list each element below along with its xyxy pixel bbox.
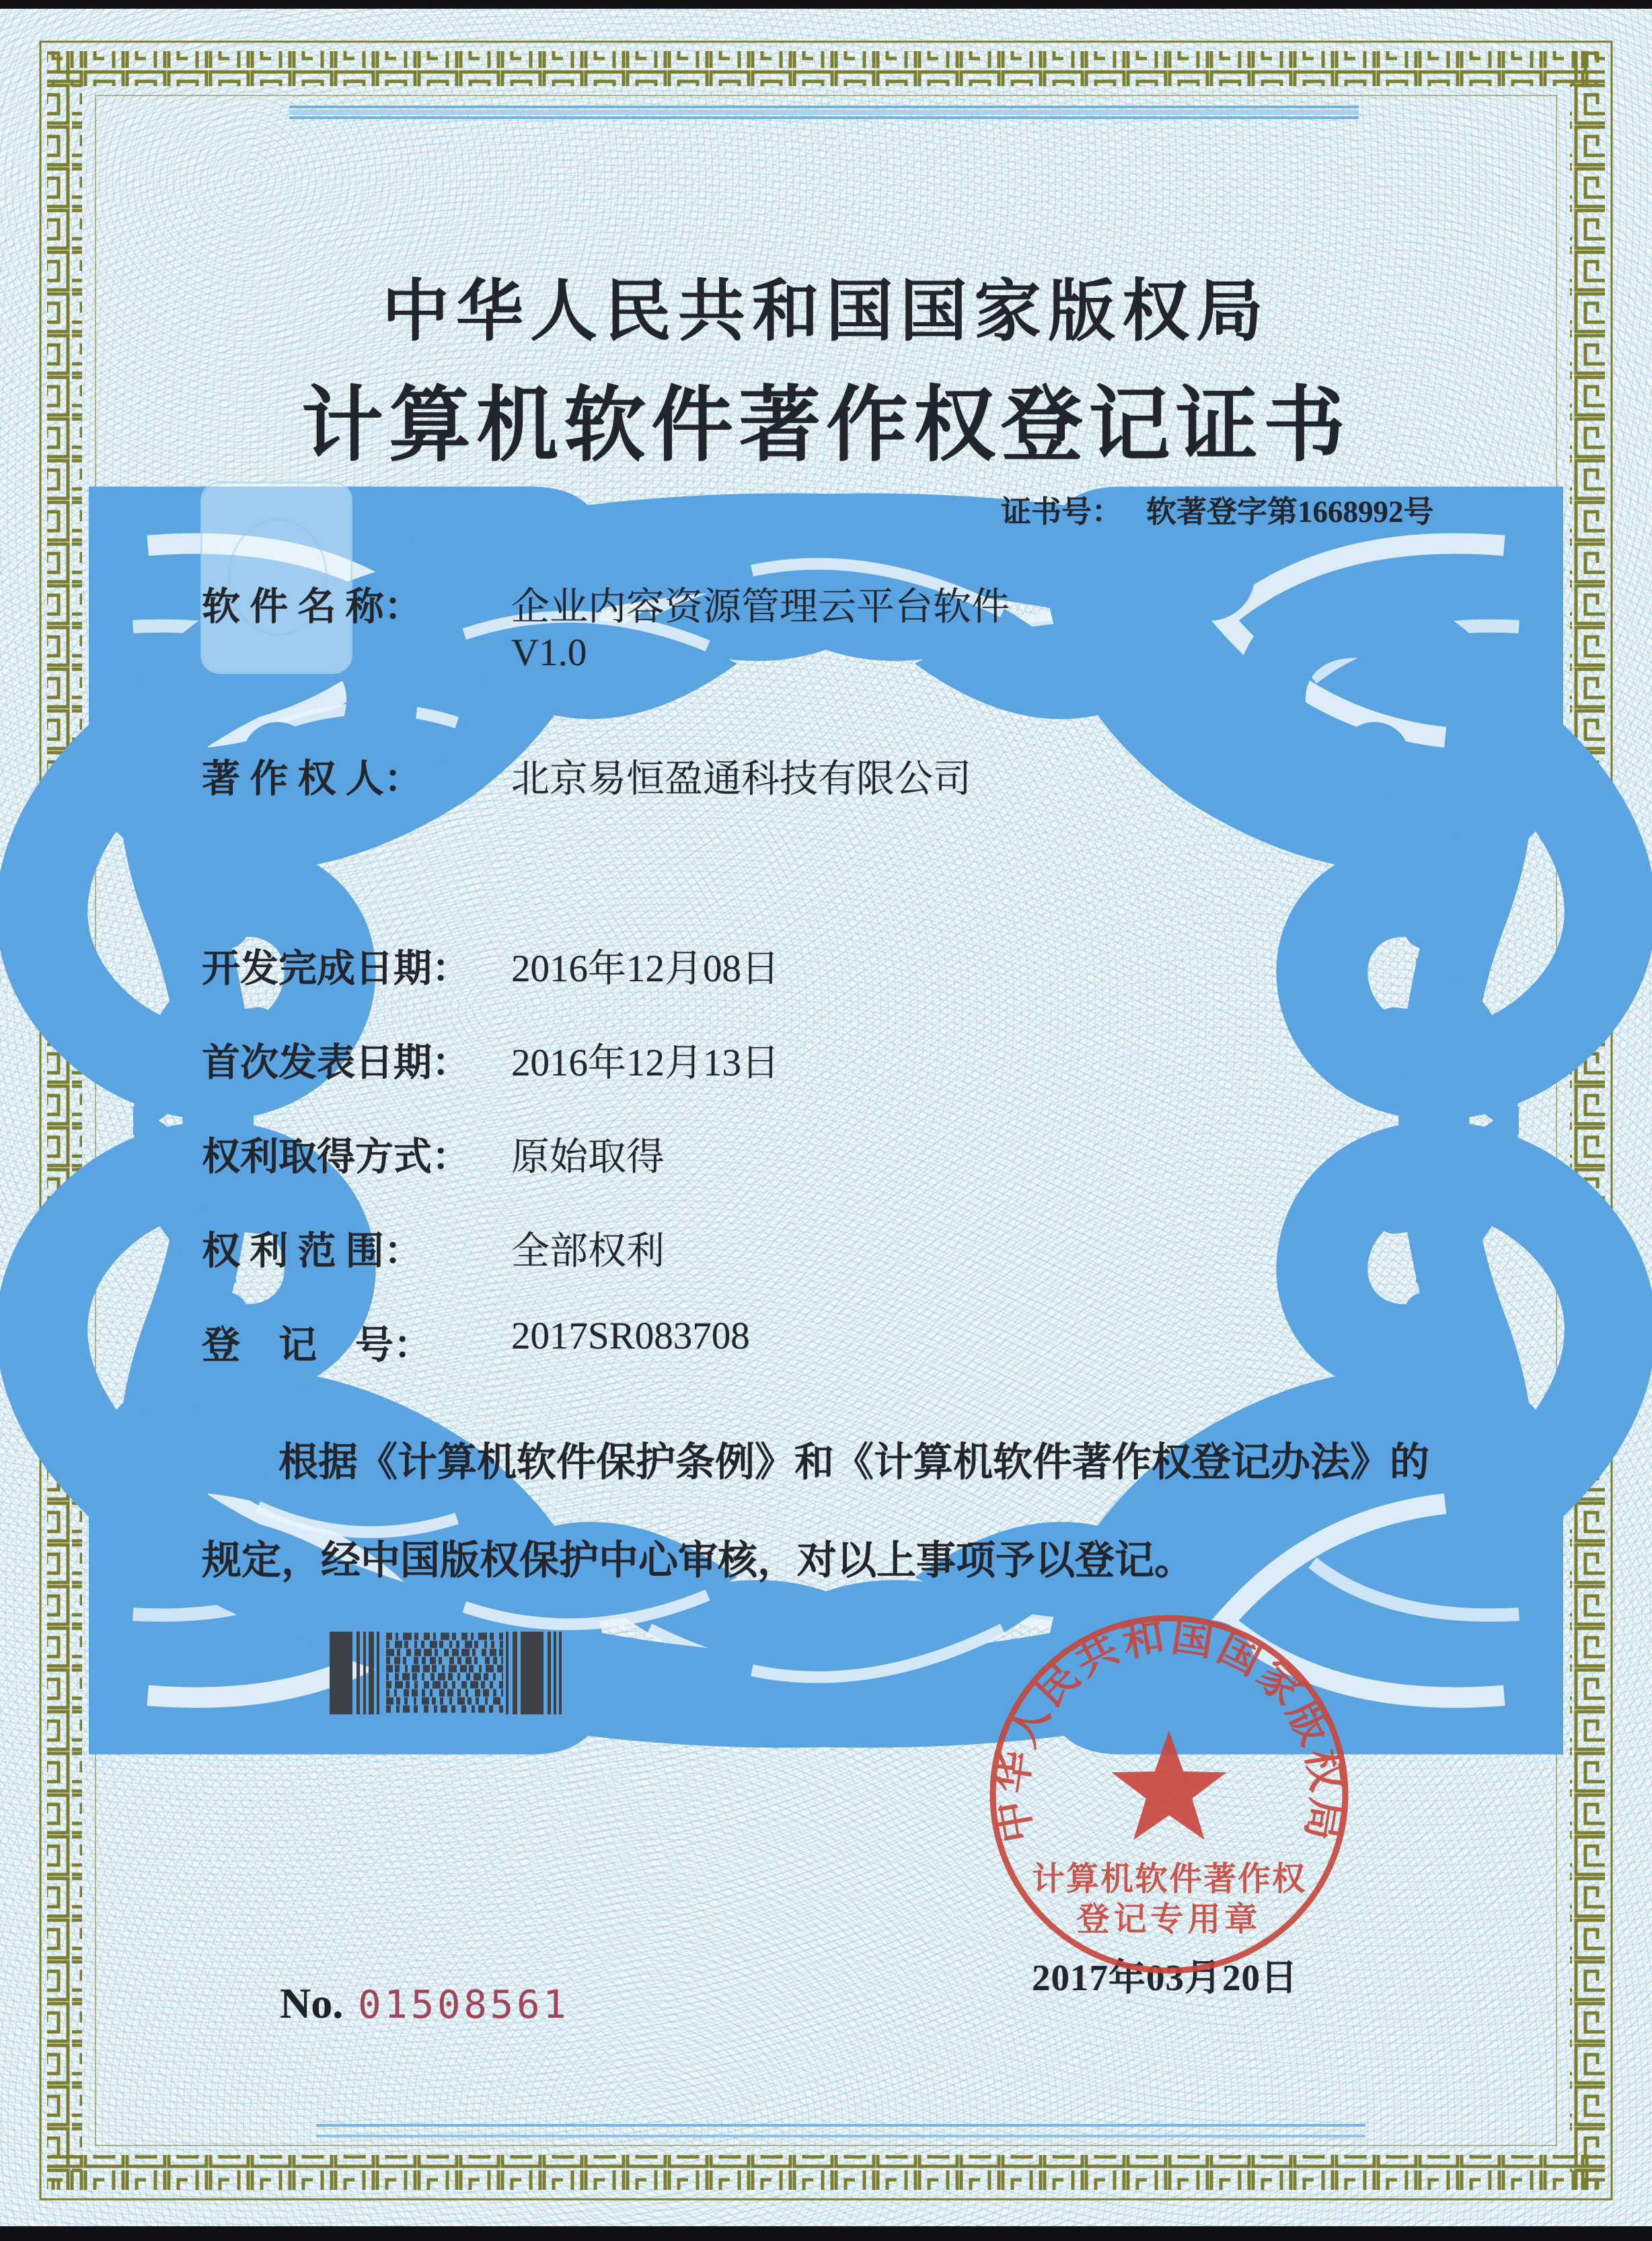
- field-label-dev-complete-date: 开发完成日期：: [202, 948, 470, 990]
- field-row-copyright-owner: [202, 748, 971, 803]
- field-row-dev-complete-date: [202, 938, 780, 993]
- field-value-rights-scope: 全部权利: [511, 1230, 665, 1273]
- seal-inner-line-1: 计算机软件著作权: [1031, 1860, 1307, 1897]
- field-label-first-publish-date: 首次发表日期：: [202, 1042, 470, 1084]
- serial-number-value: 01508561: [358, 1983, 570, 2027]
- certificate-title: 计算机软件著作权登记证书: [301, 381, 1351, 471]
- field-label-registration-number: 登 记 号：: [202, 1324, 432, 1367]
- field-label-rights-acquisition: 权利取得方式：: [202, 1136, 470, 1178]
- statement-line-1: 根据《计算机软件保护条例》和《计算机软件著作权登记办法》的: [278, 1440, 1430, 1484]
- seal-ring-text: 中华人民共和国国家版权局: [989, 1613, 1349, 1846]
- field-label-rights-scope: 权 利 范 围：: [202, 1230, 422, 1273]
- hairlines-bottom: [316, 2124, 1365, 2137]
- field-value-copyright-owner: 北京易恒盈通科技有限公司: [511, 758, 971, 800]
- field-row-software-name: [202, 576, 1010, 631]
- field-label-software-name: 软 件 名 称：: [202, 586, 422, 628]
- field-label-copyright-owner: 著 作 权 人：: [202, 758, 422, 800]
- field-value-dev-complete-date: 2016年12月08日: [511, 948, 780, 990]
- statement-line-2: 规定，经中国版权保护中心审核，对以上事项予以登记。: [202, 1538, 1195, 1583]
- field-row-rights-scope: [202, 1220, 665, 1275]
- issuing-authority-title: 中华人民共和国国家版权局: [382, 274, 1270, 349]
- barcode: [330, 1632, 562, 1714]
- field-value-software-name: 企业内容资源管理云平台软件: [511, 586, 1010, 628]
- seal-date: 2017年03月20日: [1031, 1957, 1298, 1998]
- field-row-registration-number: [202, 1314, 750, 1369]
- field-value-rights-acquisition: 原始取得: [511, 1136, 665, 1178]
- certificate-number-line: [1001, 487, 1434, 531]
- field-value-registration-number: 2017SR083708: [511, 1315, 750, 1357]
- field-row-first-publish-date: [202, 1032, 780, 1087]
- certificate-number-value: 软著登字第1668992号: [1146, 495, 1434, 529]
- greek-key-band-bottom: [47, 2155, 1605, 2190]
- serial-number-label: No.: [280, 1979, 344, 2027]
- microtext-band-top: [289, 106, 1359, 119]
- field-row-rights-acquisition: [202, 1126, 665, 1181]
- seal-star-icon: [1111, 1731, 1226, 1840]
- greek-key-band-top: [47, 51, 1605, 86]
- certificate-number-label: 证书号：: [1001, 495, 1123, 529]
- field-value-first-publish-date: 2016年12月13日: [511, 1042, 780, 1084]
- official-seal: [954, 1579, 1387, 2012]
- seal-inner-line-2: 登记专用章: [1076, 1901, 1262, 1938]
- serial-number-line: [280, 1979, 570, 2028]
- field-value-software-version: V1.0: [511, 632, 587, 674]
